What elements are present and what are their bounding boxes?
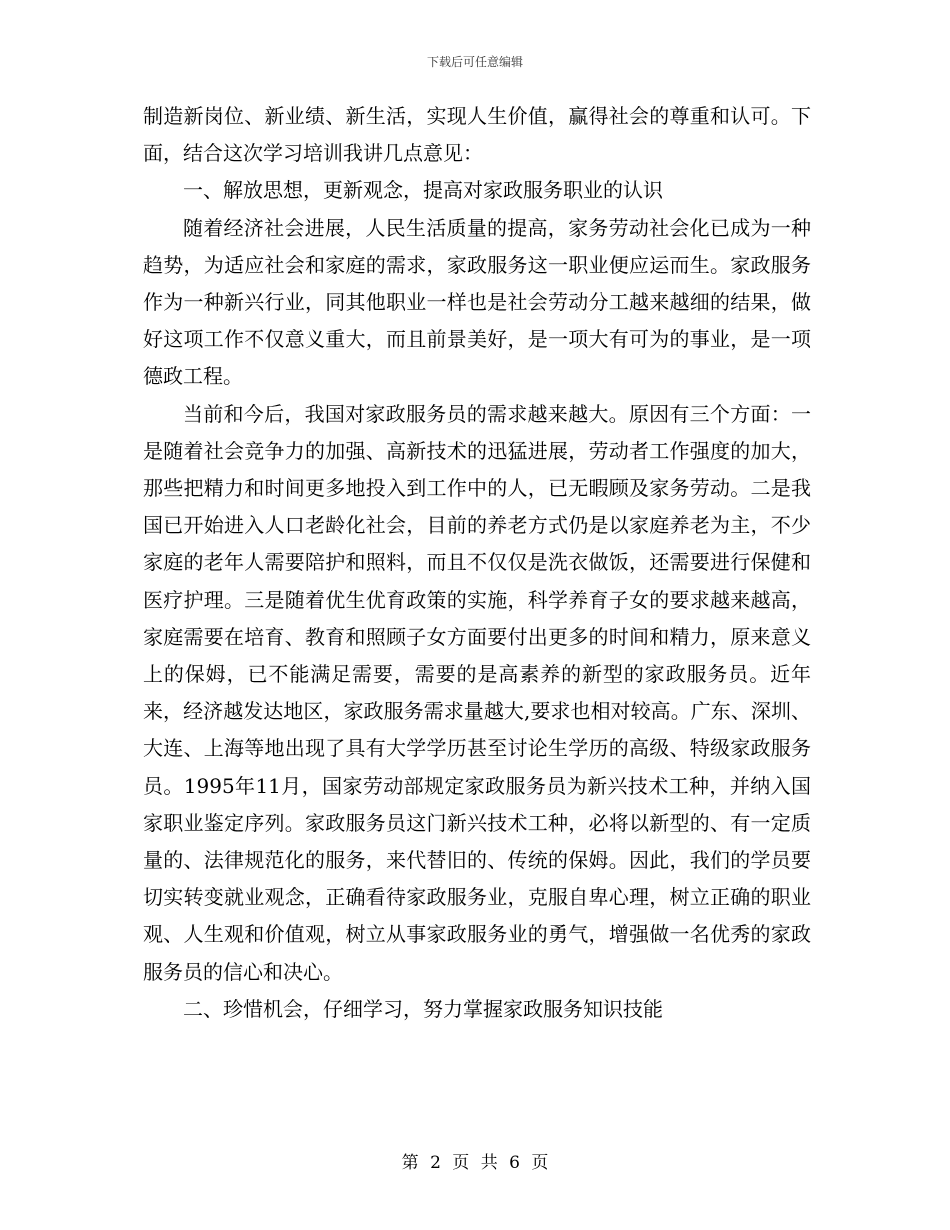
document-body: [143, 98, 811, 1028]
paragraph: 随着经济社会进展，人民生活质量的提高，家务劳动社会化已成为一种趋势，为适应社会和家庭的需求，家政服务这一职业便应运而生。家政服务作为一种新兴行业，同其他职业一样也是社会劳动分工越来越细的结果，做好这项工作不仅意义重大，而且前景美好，是一项大有可为的事业，是一项德政工程。: [143, 215, 811, 389]
section-heading-2: 二、珍惜机会，仔细学习，努力掌握家政服务知识技能: [183, 996, 663, 1021]
section-heading-1: 一、解放思想，更新观念，提高对家政服务职业的认识: [183, 178, 663, 203]
paragraph-continuation: 制造新岗位、新业绩、新生活，实现人生价值，赢得社会的尊重和认可。下面，结合这次学习培训我讲几点意见：: [143, 104, 811, 166]
page-number: 第 2 页 共 6 页: [401, 1153, 549, 1173]
paragraph: 当前和今后，我国对家政服务员的需求越来越大。原因有三个方面：一是随着社会竞争力的加强、高新技术的迅猛进展，劳动者工作强度的加大，那些把精力和时间更多地投入到工作中的人，已无暇顾及家务劳动。二是我国已开始进入人口老龄化社会，目前的养老方式仍是以家庭养老为主，不少家庭的老年人需要陪护和照料，而且不仅仅是洗衣做饭，还需要进行保健和医疗护理。三是随着优生优育政策的实施，科学养育子女的要求越来越高，家庭需要在培育、教育和照顾子女方面要付出更多的时间和精力，原来意义上的保姆，已不能满足需要，需要的是高素养的新型的家政服务员。近年来，经济越发达地区，家政服务需求量越大,要求也相对较高。广东、深圳、大连、上海等地出现了具有大学学历甚至讨论生学历的高级、特级家政服务员。1995年11月，国家劳动部规定家政服务员为新兴技术工种，并纳入国家职业鉴定序列。家政服务员这门新兴技术工种，必将以新型的、有一定质量的、法律规范化的服务，来代替旧的、传统的保姆。因此，我们的学员要切实转变就业观念，正确看待家政服务业，克服自卑心理，树立正确的职业观、人生观和价值观，树立从事家政服务业的勇气，增强做一名优秀的家政服务员的信心和决心。: [143, 401, 811, 984]
page-header: 下载后可任意编辑: [426, 55, 523, 69]
